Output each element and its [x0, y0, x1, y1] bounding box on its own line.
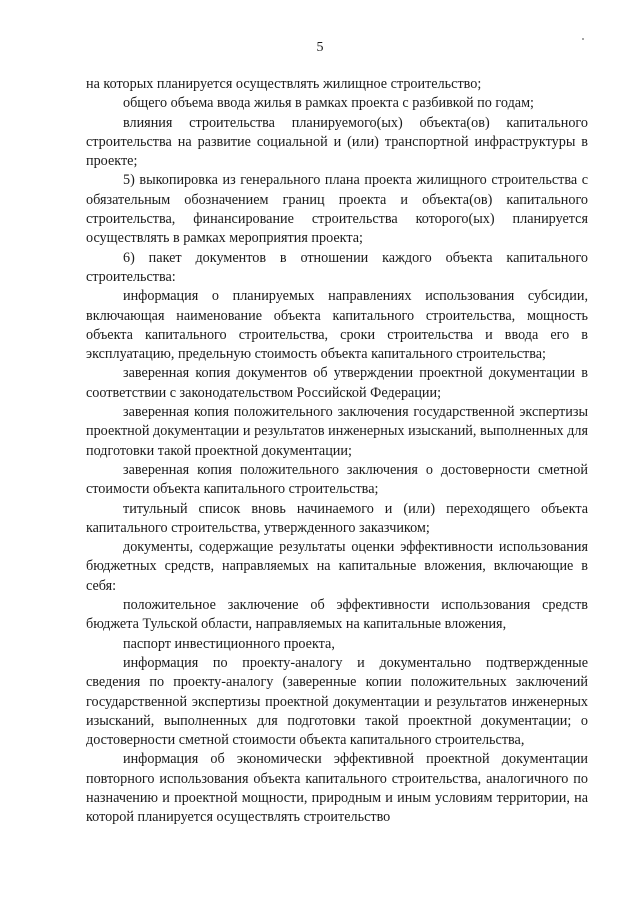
paragraph: информация по проекту-аналогу и документально подтвержденные сведения по проекту-аналогу (заверенные копии положительных заключений государственной экспертизы проектной документации и результатов инженерных изысканий, выполненных для подготовки такой проектной документации; о достоверности сметной стоимости объекта капитального строительства,	[86, 654, 588, 749]
scan-speck	[582, 38, 584, 40]
paragraph: паспорт инвестиционного проекта,	[123, 635, 335, 652]
paragraph: общего объема ввода жилья в рамках проекта с разбивкой по годам;	[123, 95, 534, 112]
paragraph: документы, содержащие результаты оценки эффективности использования бюджетных средств, направляемых на капитальные вложения, включающие в себя:	[86, 539, 588, 594]
paragraph: влияния строительства планируемого(ых) объекта(ов) капитального строительства на развитие социальной и (или) транспортной инфраструктуры в проекте;	[86, 114, 588, 170]
paragraph: заверенная копия положительного заключения о достоверности сметной стоимости объекта капитального строительства;	[86, 461, 588, 498]
paragraph: 6) пакет документов в отношении каждого объекта капитального строительства:	[86, 249, 588, 285]
paragraph: 5) выкопировка из генерального плана проекта жилищного строительства с обязательным обозначением границ проекта и объекта(ов) капитального строительства, финансирование строительства которого(ых) планируется осуществлять в рамках мероприятия проекта;	[86, 172, 588, 247]
page-number: 5	[316, 40, 324, 55]
paragraph: заверенная копия положительного заключения государственной экспертизы проектной документации и результатов инженерных изысканий, выполненных для подготовки такой проектной документации;	[86, 404, 588, 459]
paragraph: положительное заключение об эффективности использования средств бюджета Тульской области, направляемых на капитальные вложения,	[86, 597, 588, 633]
paragraph: информация о планируемых направлениях использования субсидии, включающая наименование объекта капитального строительства, мощность объекта капитального строительства, сроки строительства и ввода его в эксплуатацию, предельную стоимость объекта капитального строительства;	[86, 288, 588, 363]
document-body	[86, 75, 588, 828]
paragraph: информация об экономически эффективной проектной документации повторного использования объекта капитального строительства, аналогичного по назначению и проектной мощности, природным и иным условиям территории, на которой планируется осуществлять строительство	[86, 751, 588, 826]
paragraph: титульный список вновь начинаемого и (или) переходящего объекта капитального строительства, утвержденного заказчиком;	[86, 500, 588, 536]
paragraph: заверенная копия документов об утверждении проектной документации в соответствии с законодательством Российской Федерации;	[86, 365, 588, 401]
paragraph: на которых планируется осуществлять жилищное строительство;	[86, 76, 482, 92]
